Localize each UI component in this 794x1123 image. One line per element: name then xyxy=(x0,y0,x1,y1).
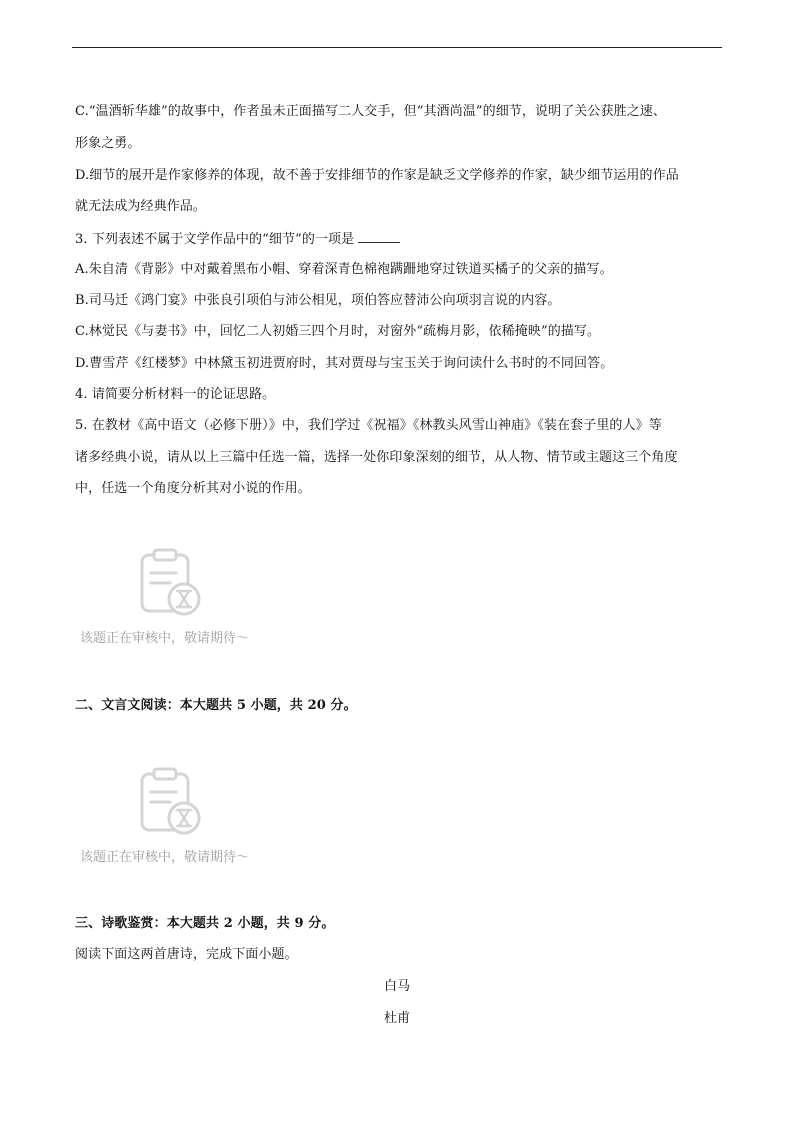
option-c-line-2: 形象之勇。 xyxy=(75,136,141,151)
section-2-title: 二、文言文阅读：本大题共 5 小题，共 20 分。 xyxy=(75,698,357,713)
question-3-option-a: A.朱自清《背影》中对戴着黑布小帽、穿着深青色棉袍蹒跚地穿过铁道买橘子的父亲的描写。 xyxy=(75,262,613,277)
question-3-option-d: D.曹雪芹《红楼梦》中林黛玉初进贾府时，其对贾母与宝玉关于询问读什么书时的不同回答。 xyxy=(75,356,614,371)
option-d-line-2: 就无法成为经典作品。 xyxy=(75,199,207,214)
question-3-option-c: C.林觉民《与妻书》中，回忆二人初婚三四个月时，对窗外“疏梅月影，依稀掩映”的描写。 xyxy=(75,324,601,339)
question-5-line-3: 中，任选一个角度分析其对小说的作用。 xyxy=(75,481,311,496)
clipboard-hourglass-icon xyxy=(136,766,206,836)
poem-title: 白马 xyxy=(383,979,410,994)
clipboard-hourglass-icon xyxy=(136,547,206,617)
header-rule xyxy=(72,47,722,48)
pending-review-block-1 xyxy=(78,547,278,652)
section-3-intro: 阅读下面这两首唐诗，完成下面小题。 xyxy=(75,947,298,962)
question-5-line-2: 诸多经典小说，请从以上三篇中任选一篇，选择一处你印象深刻的细节，从人物、情节或主题这三个角度 xyxy=(75,450,678,465)
option-d-line-1: D.细节的展开是作家修养的体现，故不善于安排细节的作家是缺乏文学修养的作家，缺少细节运用的作品 xyxy=(75,168,679,183)
option-c-line-1: C.“温酒斩华雄”的故事中，作者虽未正面描写二人交手，但“其酒尚温”的细节，说明了关公获胜之速、 xyxy=(75,104,666,119)
question-3 xyxy=(75,230,725,247)
section-3-title: 三、诗歌鉴赏：本大题共 2 小题，共 9 分。 xyxy=(75,916,335,931)
answer-blank xyxy=(358,230,400,243)
question-5-line-1: 5. 在教材《高中语文（必修下册）》中，我们学过《祝福》《林教头风雪山神庙》《装在套子里的人》等 xyxy=(75,418,662,433)
question-3-text: 3. 下列表述不属于文学作品中的“细节”的一项是 xyxy=(75,232,355,247)
pending-review-block-2 xyxy=(78,766,278,871)
poem-author: 杜甫 xyxy=(383,1011,410,1026)
pending-review-note: 该题正在审核中，敬请期待～ xyxy=(80,631,250,646)
pending-review-note: 该题正在审核中，敬请期待～ xyxy=(80,850,250,865)
question-4: 4. 请简要分析材料一的论证思路。 xyxy=(75,387,276,402)
question-3-option-b: B.司马迁《鸿门宴》中张良引项伯与沛公相见，项伯答应替沛公向项羽言说的内容。 xyxy=(75,293,561,308)
